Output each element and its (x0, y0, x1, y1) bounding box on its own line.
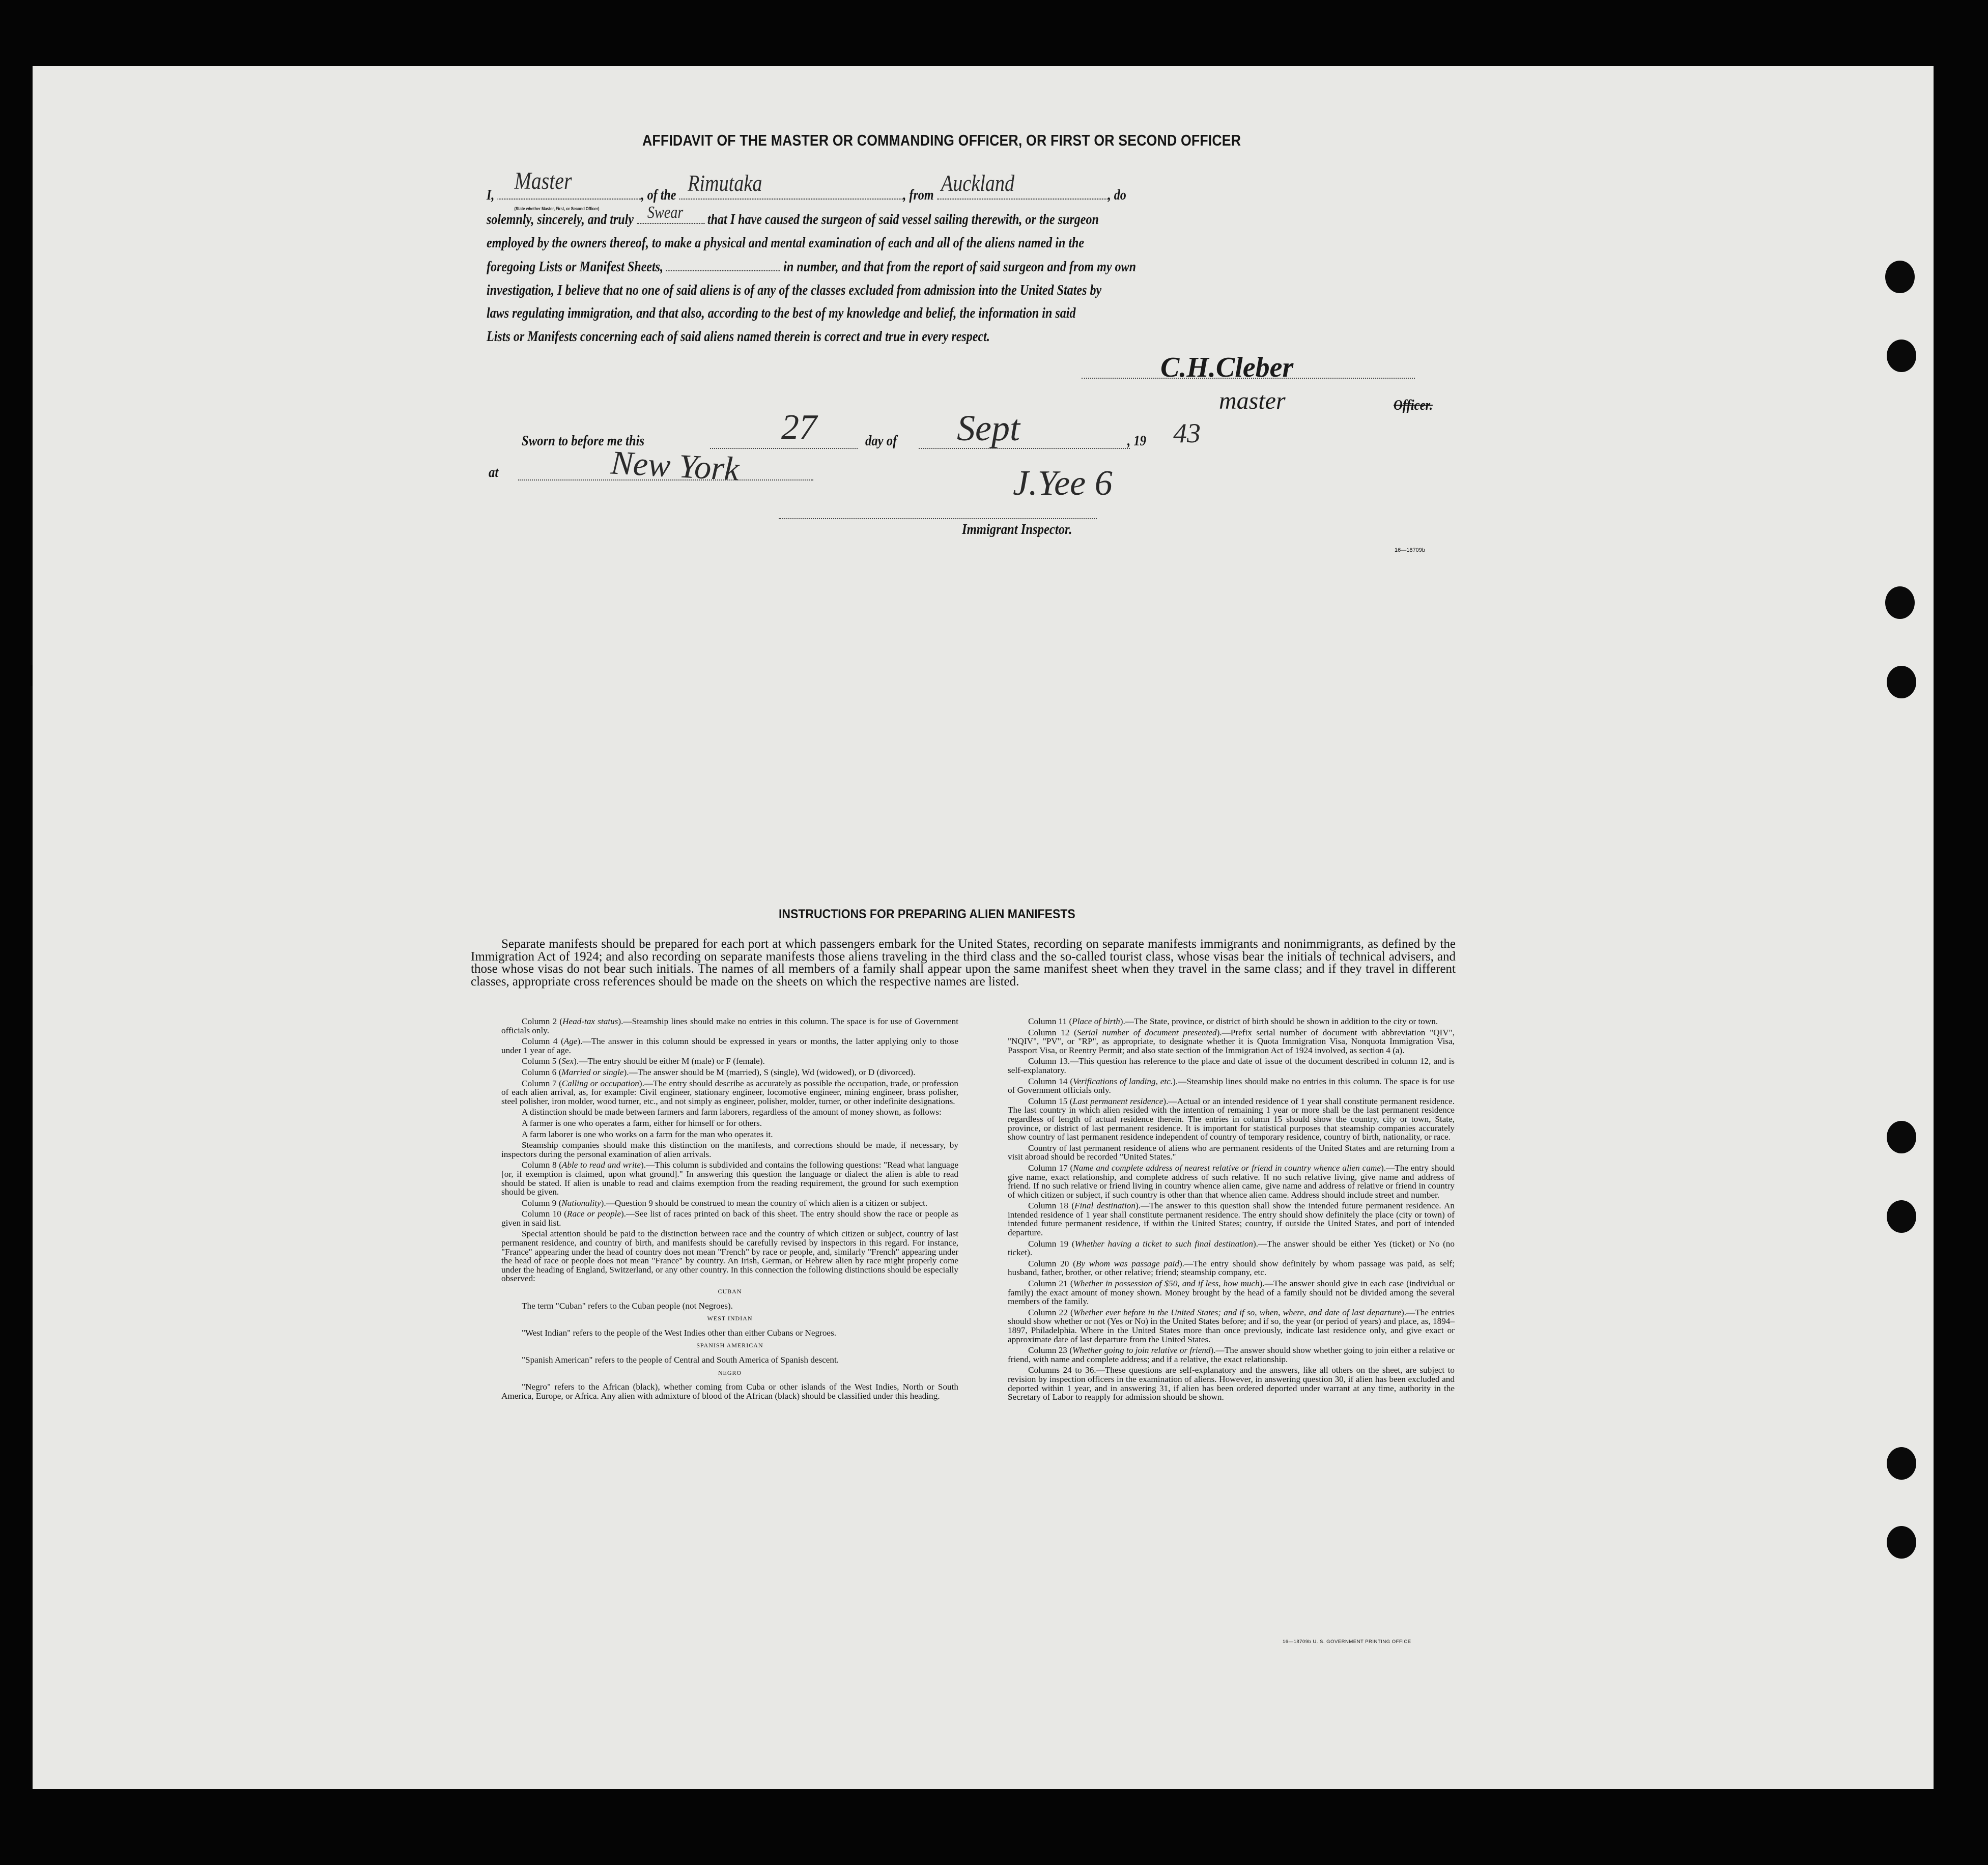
affidavit-i: I, (487, 187, 495, 203)
paragraph-text: ).—Prefix serial number of document with abbreviation "QIV", "NQIV", "PV", or "RP", as appropriate, to designate whether it is Quota Immigration Visa, Nonquota Immigration Visa, Passport Visa, or Reentry Permit; and also state section of the Immigration Act of 1924 involved, as section 4 (a). (1008, 1027, 1455, 1055)
affidavit-of-the: , of the (641, 187, 676, 203)
paragraph-prefix: Column 4 ( (522, 1036, 564, 1047)
paragraph-text: ).—The State, province, or district of birth should be shown in addition to the city or town. (1120, 1016, 1438, 1026)
paragraph-text: ).—The answer should give in each case (individual or family) the exact amount of money shown. Money brought by the head of a family should not be divided among the several members of the family. (1008, 1279, 1455, 1307)
column-label: Age (563, 1036, 578, 1047)
vessel-field (679, 170, 903, 200)
affidavit-line-3: employed by the owners thereof, to make a physical and mental examination of each and all of the aliens named in the (487, 235, 1085, 251)
instructions-title: INSTRUCTIONS FOR PREPARING ALIEN MANIFESTS (779, 907, 1075, 921)
column-label: Serial number of document presented (1076, 1027, 1217, 1037)
affidavit-from: , from (903, 187, 934, 203)
instruction-paragraph (501, 1017, 958, 1035)
paragraph-prefix: Column 10 ( (522, 1209, 567, 1219)
column-label: Name and complete address of nearest relative or friend in country whence alien came (1073, 1163, 1381, 1173)
instruction-paragraph (1008, 1239, 1455, 1257)
inspector-label: Immigrant Inspector. (962, 521, 1072, 538)
punch-hole (1885, 586, 1915, 619)
affidavit-line-4-end: in number, and that from the report of said surgeon and from my own (783, 259, 1136, 275)
instruction-paragraph (501, 1079, 958, 1106)
affidavit-line-4 (487, 258, 1289, 276)
paragraph-text: ).—Actual or an intended residence of 1 year shall constitute permanent residence. The last country in which alien resided with the intention of remaining 1 year or more shall be the last permanent residence regardless of length of actual residence therein. The entries in column 15 should show the country, city or town, State, province, or district of last permanent residence. It is important for statistical purposes that steamship companies accurately show country of last permanent residence independent of country of temporary residence, country of birth, nationality, or race. (1008, 1096, 1455, 1142)
punch-hole (1887, 1121, 1916, 1153)
paragraph-prefix: Column 14 ( (1028, 1076, 1073, 1086)
instruction-paragraph (1008, 1057, 1455, 1075)
paragraph-prefix: Column 19 ( (1028, 1238, 1075, 1249)
paragraph-text: ).—See list of races printed on back of this sheet. The entry should show the race or people as given in said list. (501, 1209, 958, 1228)
paragraph-text: ).—The answer should be either Yes (ticket) or No (no ticket). (1008, 1238, 1455, 1258)
paragraph-text: "Spanish American" refers to the people of Central and South America of Spanish descent. (522, 1355, 839, 1365)
handwritten-day: 27 (781, 408, 817, 447)
instruction-paragraph (1008, 1028, 1455, 1055)
oath-field (637, 203, 704, 224)
affidavit-title: AFFIDAVIT OF THE MASTER OR COMMANDING OFFICER, OR FIRST OR SECOND OFFICER (642, 131, 1241, 149)
instruction-paragraph (501, 1302, 958, 1311)
instruction-paragraph (1008, 1201, 1455, 1237)
affidavit-line-5: investigation, I believe that no one of said aliens is of any of the classes excluded from admission into the United States by (487, 282, 1102, 298)
instruction-paragraph (1008, 1144, 1455, 1162)
column-label: Calling or occupation (561, 1078, 639, 1088)
paragraph-prefix: Column 21 ( (1028, 1279, 1073, 1289)
paragraph-text: "West Indian" refers to the people of the West Indies other than either Cubans or Negroes. (522, 1327, 837, 1338)
instruction-paragraph (501, 1141, 958, 1158)
instruction-paragraph (1008, 1346, 1455, 1364)
printing-office-footer: 16—18709b U. S. GOVERNMENT PRINTING OFFICE (1283, 1639, 1411, 1645)
paragraph-text: ).—The entry should give name, exact relationship, and complete address of such relative. If no such relative living, give name and address of friend. If no such relative or friend living in country whence alien came, give name and address of relative or friend in country of which citizen or subject, if such country is other than that whence alien came. Address should include street and number. (1008, 1163, 1455, 1200)
paragraph-text: Special attention should be paid to the distinction between race and the country of which citizen or subject, country of last permanent residence, and country of birth, and manifests should be carefully revised by inspectors in this regard. For instance, "France" appearing under the head of country does not mean "French" by race or people, and, similarly "French" appearing under the head of race or people does not mean "France" by country. An Irish, German, or Hebrew alien by race might properly come under the heading of England, Switzerland, or any other country. In this connection the following distinctions should be especially observed: (501, 1229, 958, 1284)
column-label: Nationality (561, 1198, 601, 1208)
affidavit-line-2-end: that I have caused the surgeon of said vessel sailing therewith, or the surgeon (707, 211, 1099, 228)
paragraph-prefix: Column 8 ( (522, 1160, 562, 1170)
column-label: Whether going to join relative or friend (1072, 1345, 1211, 1355)
instruction-paragraph (1008, 1077, 1455, 1095)
paragraph-text: ).—The entries should show whether or not (Yes or No) in the United States before; and if so, the year (or period of years) and place, as, 1894–1897, Philadelphia. Where in the United States more than once previously, indicate last residence only, and give exact or approximate date of last departure from the United States. (1008, 1307, 1455, 1344)
officer-label: Officer. (1394, 397, 1433, 413)
paragraph-prefix: Column 22 ( (1028, 1307, 1073, 1317)
instruction-paragraph (1008, 1279, 1455, 1306)
instruction-paragraph (1008, 1308, 1455, 1344)
document-page (33, 66, 1934, 1789)
instruction-paragraph (501, 1209, 958, 1227)
punch-hole (1887, 1200, 1916, 1233)
punch-hole (1887, 1447, 1916, 1480)
paragraph-text: ).—The entry should be either M (male) or F (female). (574, 1056, 765, 1066)
paragraph-prefix: Column 7 ( (522, 1078, 562, 1088)
sworn-prefix: Sworn to before me this (522, 433, 645, 449)
paragraph-text: ).—The answer in this column should be expressed in years or months, the latter applying only to those under 1 year of age. (501, 1036, 958, 1055)
instruction-paragraph (501, 1161, 958, 1196)
instruction-paragraph (1008, 1017, 1455, 1026)
year-prefix: , 19 (1127, 433, 1146, 449)
month-field (919, 448, 1130, 449)
paragraph-text: ).—This column is subdivided and contains the following questions: "Read what language [or, if exemption is claimed, upon what ground]." In answering this question the language or dialect the alien is able to read should be stated. If alien is unable to read and claims exemption from the reading requirement, the ground for such exemption should be given. (501, 1160, 958, 1197)
paragraph-prefix: Column 11 ( (1028, 1016, 1072, 1026)
column-label: Head-tax status (562, 1016, 618, 1026)
day-label: day of (865, 433, 897, 449)
paragraph-text: Steamship companies should make this distinction on the manifests, and corrections should be made, if necessary, by inspectors during the personal examination of alien arrivals. (501, 1140, 958, 1159)
instruction-paragraph (501, 1199, 958, 1208)
paragraph-text: ).—The entry should show definitely by whom passage was paid, as self; husband, father, brother, or other relative; friend; steamship company, etc. (1008, 1258, 1455, 1278)
punch-hole (1885, 261, 1915, 293)
instruction-paragraph (501, 1130, 958, 1139)
paragraph-text: ).—The answer should be M (married), S (single), Wd (widowed), or D (divorced). (623, 1067, 916, 1077)
paragraph-text: Columns 24 to 36.—These questions are self-explanatory and the answers, like all others on the sheet, are subject to revision by inspection officers in the examination of aliens. However, in answering question 30, if alien has been excluded and deported within 1 year, and in answering 31, if alien has been ordered deported under warrant at any time, authority in the Secretary of Labor to reapply for admission should be shown. (1008, 1365, 1455, 1402)
paragraph-text: ).—Steamship lines should make no entries in this column. The space is for use of Government officials only. (501, 1016, 958, 1035)
handwritten-place: New York (610, 444, 741, 488)
section-heading: SPANISH AMERICAN (696, 1342, 763, 1349)
paragraph-prefix: Column 13. (1028, 1056, 1070, 1066)
paragraph-prefix: Column 15 ( (1028, 1096, 1073, 1106)
instruction-paragraph (1008, 1259, 1455, 1277)
instruction-paragraph (501, 1108, 958, 1117)
day-field (710, 448, 858, 449)
handwritten-port: Auckland (941, 170, 1015, 196)
paragraph-prefix: Column 6 ( (522, 1067, 562, 1077)
instructions-right-column (1008, 1017, 1455, 1404)
column-label: Able to read and write (561, 1160, 641, 1170)
port-field (937, 170, 1108, 200)
paragraph-prefix: Column 20 ( (1028, 1258, 1076, 1268)
affidavit-line-1 (487, 167, 1289, 211)
paragraph-text: ).—The answer should show whether going to join either a relative or friend, with name and complete address; and if a relative, the exact relationship. (1008, 1345, 1455, 1364)
paragraph-text: The term "Cuban" refers to the Cuban people (not Negroes). (522, 1301, 733, 1311)
instruction-paragraph (501, 1037, 958, 1055)
count-field (666, 259, 780, 271)
paragraph-text: Country of last permanent residence of aliens who are permanent residents of the United States and are returning from a visit abroad should be recorded "United States." (1008, 1143, 1455, 1162)
paragraph-text: ).—The answer to this question shall show the intended future permanent residence. An intended residence of 1 year shall constitute permanent residence. The entry should show definitely the place (city or town) of intended future permanent residence, if within the United States; country, if outside the United States, and port of intended departure. (1008, 1201, 1455, 1238)
instruction-paragraph (501, 1382, 958, 1400)
at-label: at (489, 464, 499, 481)
affidavit-do: , do (1107, 187, 1126, 203)
paragraph-text: ).—Question 9 should be construed to mean the country of which alien is a citizen or subject. (601, 1198, 928, 1208)
instruction-paragraph (501, 1229, 958, 1283)
rank-field (497, 167, 641, 211)
column-label: Last permanent residence (1072, 1096, 1163, 1106)
column-label: Whether having a ticket to such final destination (1074, 1238, 1253, 1249)
column-label: Verifications of landing, etc. (1073, 1076, 1173, 1086)
section-heading: NEGRO (718, 1369, 742, 1376)
instruction-paragraph (1008, 1164, 1455, 1199)
affidavit-form-number: 16—18709b (1395, 547, 1425, 553)
officer-signature: C.H.Cleber (1160, 352, 1294, 383)
handwritten-oath: Swear (647, 203, 684, 222)
instruction-paragraph (501, 1119, 958, 1128)
column-label: Married or single (561, 1067, 624, 1077)
paragraph-text: —This question has reference to the place and date of issue of the document described in column 12, and is self-explanatory. (1008, 1056, 1455, 1075)
punch-hole (1887, 1526, 1916, 1559)
paragraph-prefix: Column 9 ( (522, 1198, 562, 1208)
column-label: Whether in possession of $50, and if less, how much (1073, 1279, 1260, 1289)
paragraph-prefix: Column 5 ( (522, 1056, 562, 1066)
paragraph-text: ).—The entry should describe as accurately as possible the occupation, trade, or profession of each alien arrival, as, for example: Civil engineer, stationary engineer, locomotive engineer, mining engineer, brass polisher, steel polisher, iron molder, wood turner, etc., and not simply as engineer, polisher, molder, turner, or other indefinite designations. (501, 1078, 958, 1106)
officer-title-handwritten: master (1219, 387, 1286, 414)
column-label: Whether ever before in the United States; and if so, when, where, and date of last departure (1073, 1307, 1402, 1317)
handwritten-rank: Master (514, 167, 572, 194)
section-heading: WEST INDIAN (707, 1315, 753, 1322)
instruction-paragraph (501, 1355, 958, 1365)
handwritten-year: 43 (1173, 418, 1201, 448)
paragraph-prefix: Column 18 ( (1028, 1201, 1075, 1211)
paragraph-text: A farm laborer is one who works on a farm for the man who operates it. (522, 1129, 773, 1139)
instructions-left-column (501, 1017, 958, 1402)
instructions-intro: Separate manifests should be prepared for each port at which passengers embark for the United States, recording on separate manifests immigrants and nonimmigrants, as defined by the Immigration Act of 1924; and also recording on separate manifests those aliens traveling in the third class and the so-called tourist class, whose visas bear the initials of technical advisers, and those whose visas do not bear such initials. The names of all members of a family shall appear upon the same manifest sheet when they travel in the same class; and if they travel in different classes, appropriate cross references should be made on the sheets on which the respective names are listed. (471, 937, 1456, 988)
paragraph-prefix: Column 2 ( (522, 1016, 563, 1026)
punch-hole (1887, 666, 1916, 698)
column-label: Place of birth (1072, 1016, 1120, 1026)
paragraph-prefix: Column 17 ( (1028, 1163, 1073, 1173)
affidavit-line-7: Lists or Manifests concerning each of said aliens named therein is correct and true in every respect. (487, 328, 990, 345)
inspector-signature: J.Yee 6 (1013, 464, 1113, 503)
rank-note: (State whether Master, First, or Second Officer) (514, 206, 600, 211)
column-label: Sex (561, 1056, 574, 1066)
handwritten-vessel: Rimutaka (688, 170, 762, 196)
instruction-paragraph (501, 1057, 958, 1066)
instruction-paragraph (501, 1068, 958, 1077)
paragraph-text: "Negro" refers to the African (black), whether coming from Cuba or other islands of the West Indies, North or South America, Europe, or Africa. Any alien with admixture of blood of the African (black) should be classified under this heading. (501, 1382, 958, 1401)
instruction-paragraph (1008, 1097, 1455, 1142)
affidavit-line-2-start: solemnly, sincerely, and truly (487, 211, 634, 228)
instruction-paragraph (501, 1329, 958, 1338)
affidavit-line-4-start: foregoing Lists or Manifest Sheets, (487, 259, 664, 275)
inspector-signature-line (779, 518, 1097, 519)
paragraph-text: A farmer is one who operates a farm, either for himself or for others. (522, 1118, 762, 1128)
paragraph-prefix: Column 23 ( (1028, 1345, 1072, 1355)
handwritten-month: Sept (957, 408, 1020, 448)
column-label: By whom was passage paid (1075, 1258, 1179, 1268)
section-heading: CUBAN (718, 1288, 742, 1295)
paragraph-text: ).—Steamship lines should make no entries in this column. The space is for use of Government officials only. (1008, 1076, 1455, 1095)
column-label: Final destination (1074, 1201, 1135, 1211)
paragraph-text: A distinction should be made between farmers and farm laborers, regardless of the amount of money shown, as follows: (522, 1107, 942, 1117)
column-label: Race or people (566, 1209, 621, 1219)
instruction-paragraph (1008, 1366, 1455, 1401)
affidavit-line-6: laws regulating immigration, and that also, according to the best of my knowledge and belief, the information in said (487, 305, 1076, 321)
paragraph-prefix: Column 12 ( (1028, 1027, 1077, 1037)
punch-hole (1887, 340, 1916, 372)
